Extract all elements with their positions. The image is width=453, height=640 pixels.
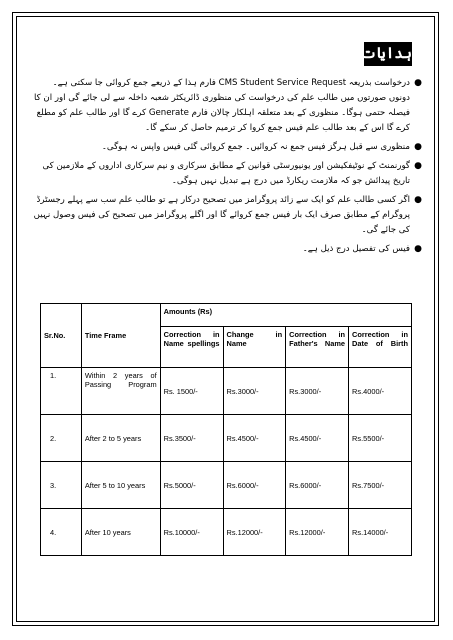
instruction-item — [30, 242, 422, 257]
header-change-name: Change in Name — [223, 327, 286, 368]
cell-name-spellings: Rs. 1500/- — [160, 368, 223, 415]
table-row — [41, 462, 412, 509]
table-row — [41, 368, 412, 415]
cell-timeframe: After 2 to 5 years — [81, 415, 160, 462]
cell-srno: 2. — [41, 415, 82, 462]
cell-timeframe: After 5 to 10 years — [81, 462, 160, 509]
fee-table — [40, 303, 412, 556]
bullet-icon: ● — [414, 161, 422, 171]
cell-fathers-name: Rs.12000/- — [286, 509, 349, 556]
instruction-item — [30, 140, 422, 155]
bullet-icon: ● — [414, 244, 422, 254]
header-amounts: Amounts (Rs) — [160, 304, 411, 327]
instruction-text: درخواست بذریعہ CMS Student Service Request فارم ہذا کے ذریعے جمع کروائی جا سکتی ہے۔ دونوں صورتوں میں طالب علم کی درخواست کی منظوری ڈائریکٹر شعبہ داخلہ سے لی جائے گی اور ان کا فیصلہ حتمی ہوگا۔ منظوری کے بعد متعلقہ اہلکار چالان فارم Generate کرے گا اور طالب علم کو مطلع کرے گا اس کے بعد طالب علم فیس جمع کروا کر ترمیم حاصل کر سکے گا۔ — [33, 78, 410, 133]
instruction-item — [30, 76, 422, 136]
instructions-heading: ہدایات — [364, 42, 412, 66]
cell-name-spellings: Rs.3500/- — [160, 415, 223, 462]
cell-fathers-name: Rs.3000/- — [286, 368, 349, 415]
cell-dob: Rs.14000/- — [349, 509, 412, 556]
header-timeframe: Time Frame — [81, 304, 160, 368]
cell-timeframe: Within 2 years of Passing Program — [81, 368, 160, 415]
bullet-icon: ● — [414, 142, 422, 152]
instruction-text: اگر کسی طالب علم کو ایک سے زائد پروگرامز میں تصحیح درکار ہے تو طالب علم سب سے پہلے رجسٹرڈ پروگرام کے مطابق صرف ایک بار فیس جمع کروائے گا اور اگلے پروگرامز میں تصحیح کی فیس وصول نہیں کی جائے گی۔ — [33, 195, 410, 235]
cell-change-name: Rs.6000/- — [223, 462, 286, 509]
instruction-text: گورنمنٹ کے نوٹیفکیشن اور یونیورسٹی قوانین کے مطابق سرکاری و نیم سرکاری اداروں کے ملازمین کی تاریخ پیدائش جو کہ ملازمت ریکارڈ میں درج ہے تبدیل نہیں ہوگی۔ — [42, 161, 410, 186]
table-row — [41, 509, 412, 556]
cell-fathers-name: Rs.4500/- — [286, 415, 349, 462]
instruction-item — [30, 159, 422, 189]
cell-change-name: Rs.3000/- — [223, 368, 286, 415]
cell-dob: Rs.5500/- — [349, 415, 412, 462]
table-header-row — [41, 304, 412, 327]
cell-fathers-name: Rs.6000/- — [286, 462, 349, 509]
header-name-spellings: Correction in Name spellings — [160, 327, 223, 368]
header-srno: Sr.No. — [41, 304, 82, 368]
instruction-item — [30, 193, 422, 238]
table-row — [41, 415, 412, 462]
cell-change-name: Rs.12000/- — [223, 509, 286, 556]
bullet-icon: ● — [414, 195, 422, 205]
cell-change-name: Rs.4500/- — [223, 415, 286, 462]
cell-timeframe: After 10 years — [81, 509, 160, 556]
cell-srno: 4. — [41, 509, 82, 556]
bullet-icon: ● — [414, 78, 422, 88]
instruction-text: فیس کی تفصیل درج ذیل ہے۔ — [302, 244, 410, 254]
instruction-text: منظوری سے قبل ہرگز فیس جمع نہ کروائیں۔ جمع کروائی گئی فیس واپس نہ ہوگی۔ — [101, 142, 410, 152]
cell-srno: 3. — [41, 462, 82, 509]
header-dob: Correction in Date of Birth — [349, 327, 412, 368]
instructions-list — [30, 76, 422, 261]
cell-name-spellings: Rs.5000/- — [160, 462, 223, 509]
cell-dob: Rs.4000/- — [349, 368, 412, 415]
header-fathers-name: Correction in Father's Name — [286, 327, 349, 368]
cell-dob: Rs.7500/- — [349, 462, 412, 509]
cell-srno: 1. — [41, 368, 82, 415]
cell-name-spellings: Rs.10000/- — [160, 509, 223, 556]
